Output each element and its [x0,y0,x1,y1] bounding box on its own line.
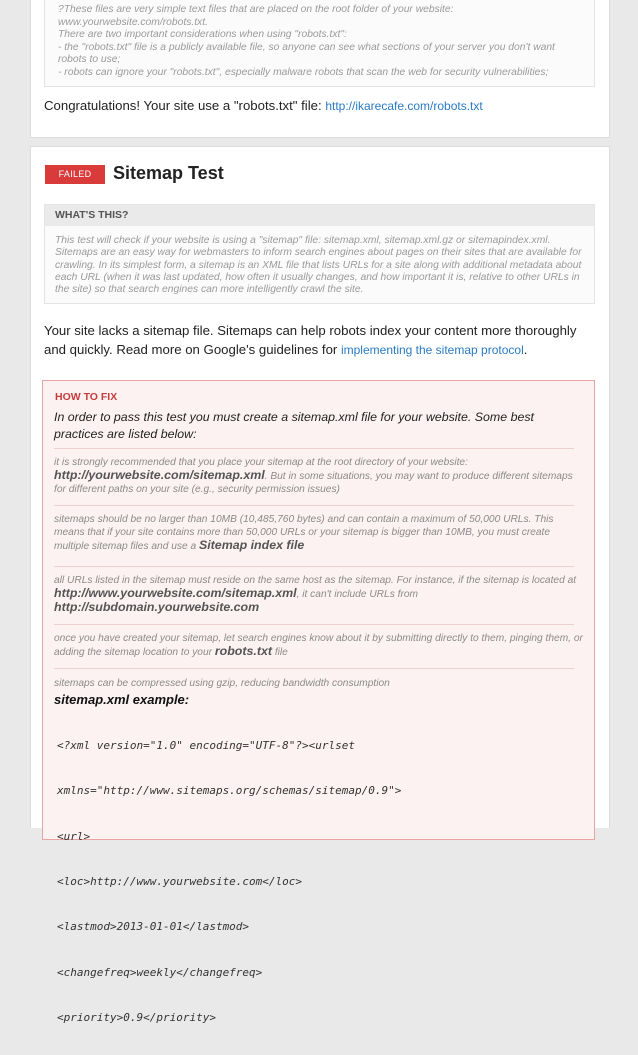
sitemap-url-example: http://yourwebsite.com/sitemap.xml [54,468,265,482]
robots-info-box [44,0,595,87]
how-to-fix-header: HOW TO FIX [55,391,118,403]
fix-item-size-limit: sitemaps should be no larger than 10MB (10,485,760 bytes) and can contain a maximum of 50,000 URLs. This means that if your site contains more than 50,000 URLs or your sitemap is bigger than 10MB, you must create multiple sitemap files and use a Sitemap index file [54,514,554,552]
sitemap-result-text: Your site lacks a sitemap file. Sitemaps can help robots index your content more thoroughly and quickly. Read more on Google's guidelines for implementing the sitemap protocol. [44,323,577,357]
divider [54,448,574,449]
fix-item-submit: once you have created your sitemap, let search engines know about it by submitting directly to them, pinging them, or adding the sitemap location to your robots.txt file [54,633,583,658]
sitemap-protocol-link[interactable]: implementing the sitemap protocol [340,342,524,357]
sitemap-test-card [30,146,610,1024]
sitemap-example-label: sitemap.xml example: [54,692,190,707]
sitemap-index-file-text: Sitemap index file [198,538,305,552]
whats-this-box [44,204,595,304]
fix-item-root-directory: it is strongly recommended that you place your sitemap at the root directory of your website: http://yourwebsite.com/sitemap.xml. But in some situations, you may want to produce different sitemaps for different paths on your site (e.g., security permission issues) [54,457,573,495]
how-to-fix-intro: In order to pass this test you must create a sitemap.xml file for your website. Some best practices are listed below: [54,410,534,441]
divider [54,668,574,669]
whats-this-header: WHAT'S THIS? [45,205,594,226]
divider [54,624,574,625]
fix-item-same-host: all URLs listed in the sitemap must reside on the same host as the sitemap. For instance, if the sitemap is located at http://www.yourwebsite.com/sitemap.xml, it can't include URLs from http://subdomain.yourwebsite.com [54,575,577,614]
robots-test-card [30,0,610,138]
test-title: Sitemap Test [113,163,224,183]
failed-badge: FAILED [45,165,105,184]
whats-this-text: This test will check if your website is using a "sitemap" file: sitemap.xml, sitemap.xml.gz or sitemapindex.xml. Sitemaps are an easy way for webmasters to inform search engines about pages on their sites that are available for crawling. In its simplest form, a sitemap is an XML file that lists URLs for a site along with additional metadata about each URL (when it was last updated, how often it usually changes, and how important it is, relative to other URLs in the site) so that search engines can more intelligently crawl the site. [55,235,582,296]
robots-txt-link[interactable]: http://ikarecafe.com/robots.txt [325,99,483,113]
how-to-fix-box [42,380,595,1024]
fix-item-compress: sitemaps can be compressed using gzip, reducing bandwidth consumption [54,678,390,689]
sitemap-code-example: <?xml version="1.0" encoding="UTF-8"?><urlset xmlns="http://www.sitemaps.org/schemas/sitemap/0.9"> <url> <loc>http://www.yourwebsite.com</loc> <lastmod>2013-01-01</lastmod> <changefreq>weekly</changefreq> <priority>0.9</priority> [57,739,402,1024]
divider [54,505,574,506]
robots-info-text: ?These files are very simple text files that are placed on the root folder of your website: www.yourwebsite.com/robots.txt. There are two important considerations when using "robots.txt": - the "robots.txt" file is a publicly available file, so anyone can see what sections of your server you don't want robots to use; - robots can ignore your "robots.txt", especially malware robots that scan the web for security vulnerabilities; [58,4,555,78]
divider [54,566,574,567]
robots-result-text: Congratulations! Your site use a "robots.txt" file: http://ikarecafe.com/robots.txt [44,98,483,113]
